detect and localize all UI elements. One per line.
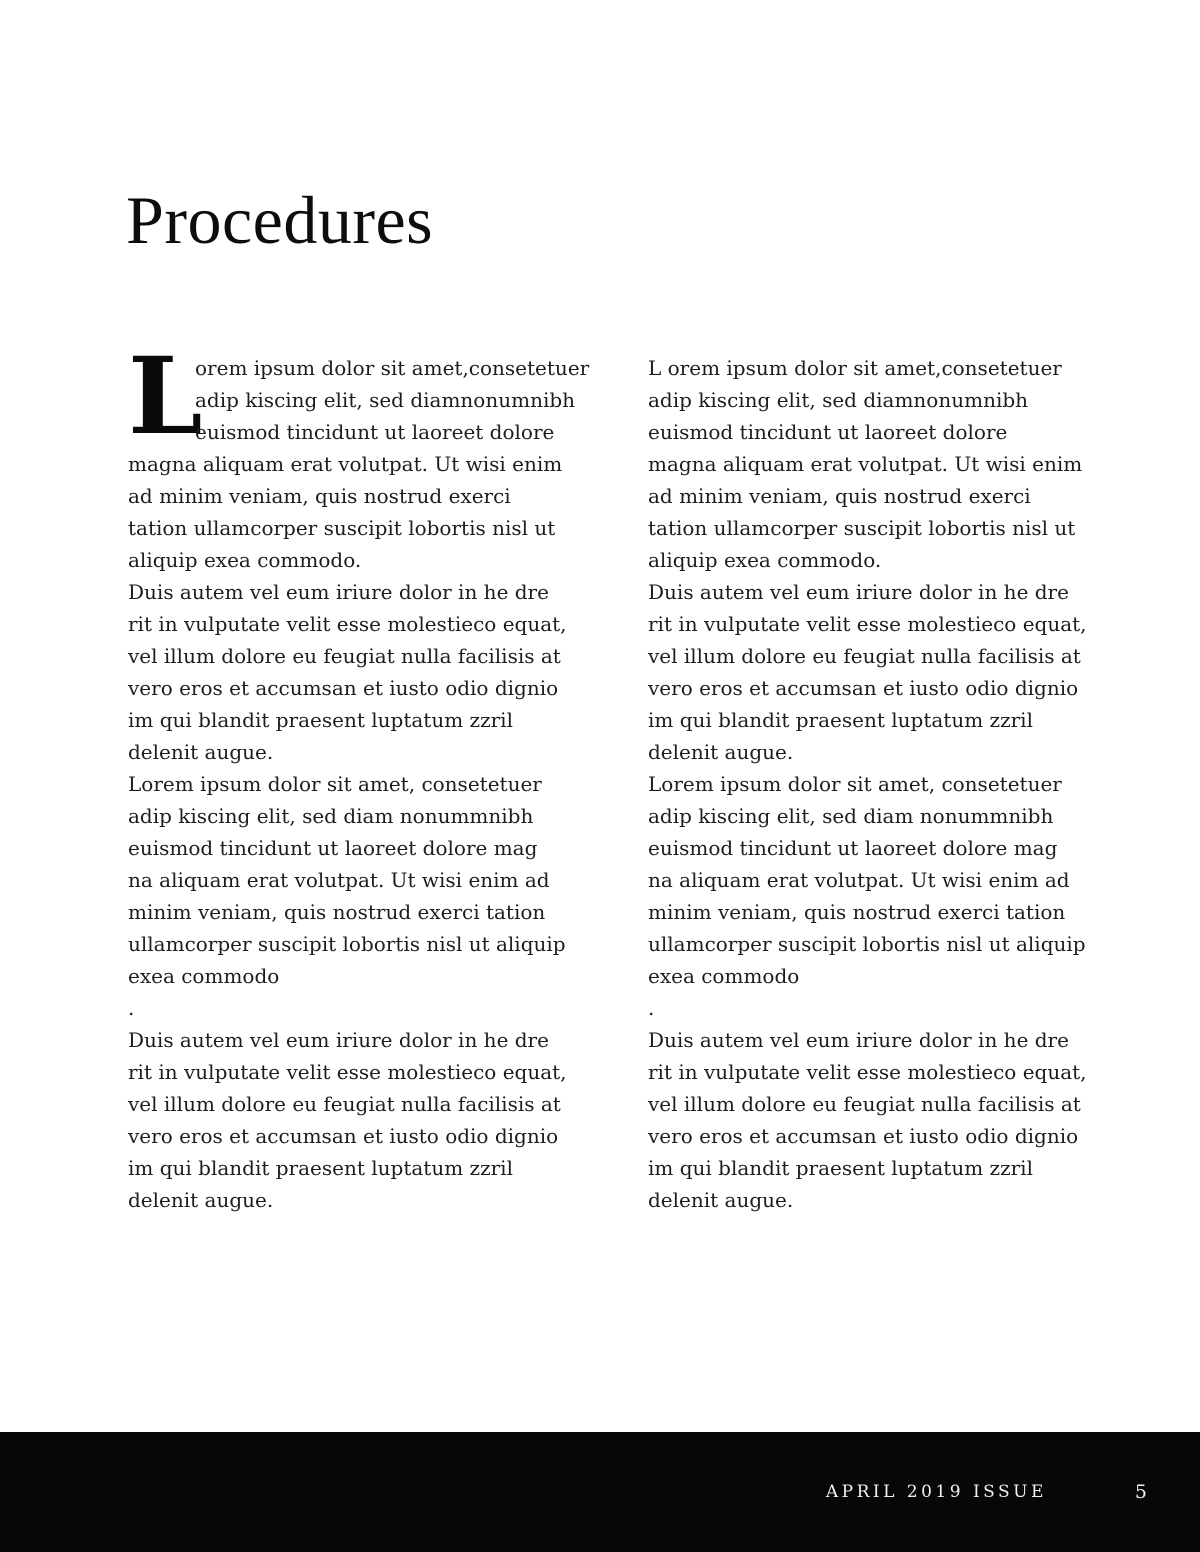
text-line: vero eros et accumsan et iusto odio dignio [128, 676, 559, 700]
text-line: euismod tincidunt ut laoreet dolore [195, 420, 555, 444]
text-line: adip kiscing elit, sed diamnonumnibh [195, 388, 576, 412]
text-line: euismod tincidunt ut laoreet dolore mag [128, 836, 538, 860]
text-line: magna aliquam erat volutpat. Ut wisi enim [648, 452, 1083, 476]
text-line: euismod tincidunt ut laoreet dolore mag [648, 836, 1058, 860]
text-line: Lorem ipsum dolor sit amet, consetetuer [128, 772, 542, 796]
text-line: ullamcorper suscipit lobortis nisl ut aliquip [648, 932, 1086, 956]
text-line: Lorem ipsum dolor sit amet, consetetuer [648, 772, 1062, 796]
text-line: magna aliquam erat volutpat. Ut wisi enim [128, 452, 563, 476]
text-line: vel illum dolore eu feugiat nulla facilisis at [128, 1092, 561, 1116]
text-line: im qui blandit praesent luptatum zzril [648, 708, 1033, 732]
text-line: tation ullamcorper suscipit lobortis nisl ut [128, 516, 556, 540]
text-line: euismod tincidunt ut laoreet dolore [648, 420, 1008, 444]
text-line: delenit augue. [648, 740, 794, 764]
text-line: delenit augue. [648, 1188, 794, 1212]
text-line: rit in vulputate velit esse molestieco equat, [128, 1060, 567, 1084]
text-line: vel illum dolore eu feugiat nulla facilisis at [648, 1092, 1081, 1116]
text-line: adip kiscing elit, sed diamnonumnibh [648, 388, 1029, 412]
text-line: im qui blandit praesent luptatum zzril [648, 1156, 1033, 1180]
text-line: rit in vulputate velit esse molestieco equat, [648, 612, 1087, 636]
text-line: vero eros et accumsan et iusto odio dignio [648, 1124, 1079, 1148]
text-line: exea commodo [648, 964, 800, 988]
text-line: aliquip exea commodo. [128, 548, 362, 572]
text-line: L orem ipsum dolor sit amet,consetetuer [648, 356, 1062, 380]
drop-cap: L [128, 333, 203, 458]
text-line: Duis autem vel eum iriure dolor in he dre [128, 580, 549, 604]
text-line: ullamcorper suscipit lobortis nisl ut aliquip [128, 932, 566, 956]
text-line: orem ipsum dolor sit amet,consetetuer [195, 356, 590, 380]
text-line: vel illum dolore eu feugiat nulla facilisis at [648, 644, 1081, 668]
text-line: minim veniam, quis nostrud exerci tation [128, 900, 546, 924]
left-column-lines [128, 333, 590, 1216]
text-line: na aliquam erat volutpat. Ut wisi enim ad [128, 868, 550, 892]
text-line: Duis autem vel eum iriure dolor in he dre [128, 1028, 549, 1052]
text-line: rit in vulputate velit esse molestieco equat, [128, 612, 567, 636]
text-line: vero eros et accumsan et iusto odio dignio [648, 676, 1079, 700]
text-line: adip kiscing elit, sed diam nonummnibh [648, 804, 1054, 828]
right-column-lines [648, 352, 1087, 1216]
text-line: minim veniam, quis nostrud exerci tation [648, 900, 1066, 924]
footer-bar [0, 1432, 1200, 1552]
text-column-left [128, 333, 590, 1216]
text-line: im qui blandit praesent luptatum zzril [128, 708, 513, 732]
text-line: im qui blandit praesent luptatum zzril [128, 1156, 513, 1180]
text-line: aliquip exea commodo. [648, 548, 882, 572]
text-line: na aliquam erat volutpat. Ut wisi enim ad [648, 868, 1070, 892]
text-line: delenit augue. [128, 1188, 274, 1212]
text-column-right [648, 352, 1087, 1216]
text-line: . [128, 996, 135, 1020]
footer-page-number: 5 [1134, 1481, 1148, 1503]
text-line: rit in vulputate velit esse molestieco equat, [648, 1060, 1087, 1084]
text-line: adip kiscing elit, sed diam nonummnibh [128, 804, 534, 828]
text-line: delenit augue. [128, 740, 274, 764]
text-line: Duis autem vel eum iriure dolor in he dre [648, 580, 1069, 604]
text-line: vero eros et accumsan et iusto odio dignio [128, 1124, 559, 1148]
text-line: Duis autem vel eum iriure dolor in he dre [648, 1028, 1069, 1052]
text-line: ad minim veniam, quis nostrud exerci [128, 484, 511, 508]
article-body [128, 333, 1087, 1216]
footer-issue-label: APRIL 2019 ISSUE [825, 1482, 1047, 1502]
text-line: vel illum dolore eu feugiat nulla facilisis at [128, 644, 561, 668]
text-line: exea commodo [128, 964, 280, 988]
text-line: . [648, 996, 655, 1020]
page-title: Procedures [126, 182, 434, 258]
text-line: tation ullamcorper suscipit lobortis nisl ut [648, 516, 1076, 540]
text-line: ad minim veniam, quis nostrud exerci [648, 484, 1031, 508]
